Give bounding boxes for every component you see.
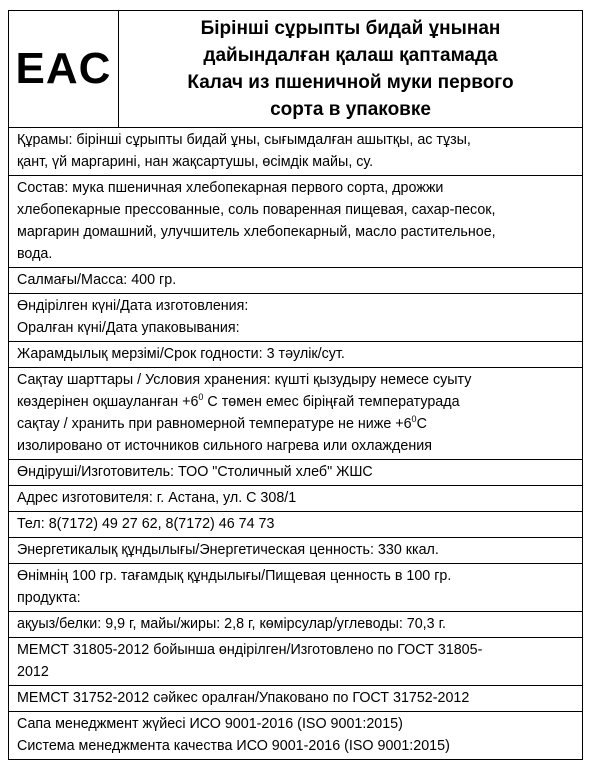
product-label xyxy=(8,10,583,760)
address-text: Адрес изготовителя: г. Астана, ул. С 308/1 xyxy=(17,490,297,506)
storage-line: Сақтау шарттары / Условия хранения: күшті қызудыру немесе суыту xyxy=(17,372,472,388)
standard-packed-text: МЕМСТ 31752-2012 сәйкес оралған/Упаковано по ГОСТ 31752-2012 xyxy=(17,690,470,706)
quality-row xyxy=(9,712,583,760)
composition-ru-line: Состав: мука пшеничная хлебопекарная первого сорта, дрожжи xyxy=(17,180,444,196)
storage-line: сақтау / хранить при равномерной температуре не ниже $+6^0С$ xyxy=(17,414,427,432)
packing-date-label: Оралған күні/Дата упаковывания: xyxy=(17,320,240,336)
quality-line: Система менеджмента качества ИСО 9001-2016 (ISO 9001:2015) xyxy=(17,738,450,754)
nutrition-title-line: продукта: xyxy=(17,590,81,606)
eac-logo-text: EAC xyxy=(15,44,112,93)
storage-line: изолировано от источников сильного нагрева или охлаждения xyxy=(17,438,432,454)
composition-kz xyxy=(9,128,583,176)
nutrition-title-line: Өнімнің 100 гр. тағамдық құндылығы/Пищевая ценность в 100 гр. xyxy=(17,568,452,584)
manufacturer-text: Өндіруші/Изготовитель: ТОО "Столичный хлеб" ЖШС xyxy=(17,464,373,480)
address-row xyxy=(9,486,583,512)
shelf-life-row xyxy=(9,342,583,368)
phone-row xyxy=(9,512,583,538)
degree-sup: 0 xyxy=(411,414,417,424)
nutrition-values-text: ақуыз/белки: 9,9 г, майы/жиры: 2,8 г, көмірсулар/углеводы: 70,3 г. xyxy=(17,616,447,632)
nutrition-values-row xyxy=(9,612,583,638)
shelf-life-text: Жарамдылық мерзімі/Срок годности: 3 тәулік/сут. xyxy=(17,346,345,362)
mass-text: Салмағы/Масса: 400 гр. xyxy=(17,272,177,288)
quality-line: Сапа менеджмент жүйесі ИСО 9001-2016 (ISO 9001:2015) xyxy=(17,716,403,732)
title-line: сорта в упаковке xyxy=(270,99,431,120)
standard-made-line: 2012 xyxy=(17,664,49,680)
manufacturer-row xyxy=(9,460,583,486)
storage-line: көздерінен оқшауланған $+6^0$ С төмен емес біріңғай температурада xyxy=(17,392,460,410)
standard-made-line: МЕМСТ 31805-2012 бойынша өндірілген/Изготовлено по ГОСТ 31805- xyxy=(17,642,483,658)
nutrition-title-row xyxy=(9,564,583,612)
dates-row xyxy=(9,294,583,342)
title-line: Калач из пшеничной муки первого xyxy=(187,72,514,93)
composition-ru-line: маргарин домашний, улучшитель хлебопекарный, масло растительное, xyxy=(17,224,496,240)
composition-kz-line: Құрамы: бірінші сұрыпты бидай ұны, сығымдалған ашытқы, ас тұзы, xyxy=(17,132,471,148)
eac-logo xyxy=(9,11,119,128)
standard-packed-row xyxy=(9,686,583,712)
standard-made-row xyxy=(9,638,583,686)
title-line: Бірінші сұрыпты бидай ұнынан xyxy=(200,18,501,39)
energy-row xyxy=(9,538,583,564)
composition-kz-line: қант, үй маргарині, нан жақсартушы, өсімдік майы, су. xyxy=(17,154,374,170)
composition-ru-line: вода. xyxy=(17,246,53,262)
degree-sup: 0 xyxy=(198,392,204,402)
energy-text: Энергетикалық құндылығы/Энергетическая ценность: 330 ккал. xyxy=(17,542,439,558)
mass-row xyxy=(9,268,583,294)
title-line: дайындалған қалаш қаптамада xyxy=(203,45,498,66)
composition-ru-line: хлебопекарные прессованные, соль поваренная пищевая, сахар-песок, xyxy=(17,202,496,218)
composition-ru xyxy=(9,176,583,268)
storage-row xyxy=(9,368,583,460)
production-date-label: Өндірілген күні/Дата изготовления: xyxy=(17,298,249,314)
phone-text: Тел: 8(7172) 49 27 62, 8(7172) 46 74 73 xyxy=(17,516,275,532)
product-title xyxy=(119,11,583,128)
